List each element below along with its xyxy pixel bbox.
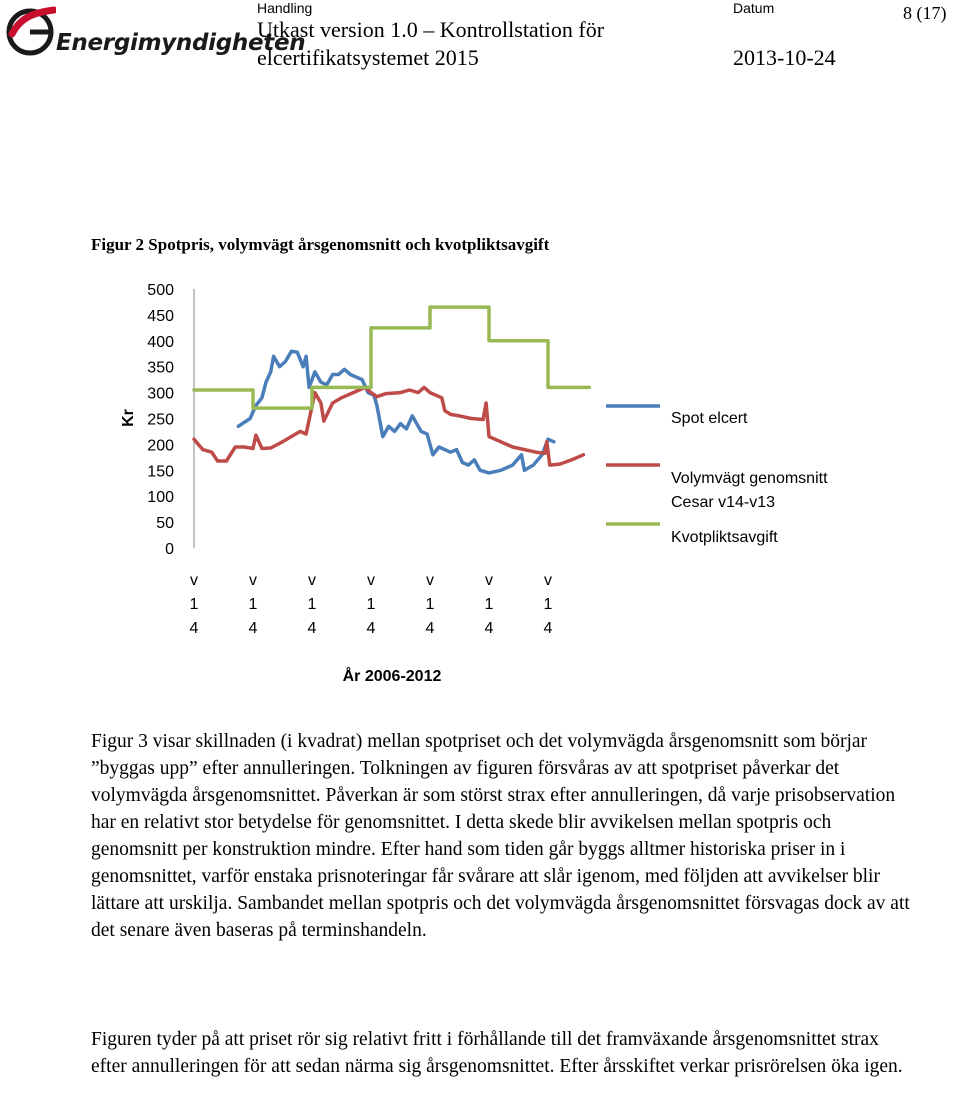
x-tick-label: 1: [189, 596, 199, 613]
x-tick-label: 4: [307, 620, 317, 637]
legend-label-avg: Cesar v14-v13: [671, 494, 776, 511]
x-tick-label: v: [544, 572, 552, 589]
series-line-spot: [238, 351, 554, 473]
x-tick-label: v: [426, 572, 434, 589]
datum-label: Datum: [733, 0, 775, 16]
x-tick-label: v: [308, 572, 316, 589]
y-tick-label: 200: [147, 437, 174, 455]
y-tick-label: 100: [147, 489, 174, 507]
legend-label-spot: Spot elcert: [671, 410, 748, 427]
x-tick-label: 4: [543, 620, 553, 637]
document-title-line1: Utkast version 1.0 – Kontrollstation för: [257, 17, 605, 42]
paragraph-text: Figur 3 visar skillnaden (i kvadrat) mellan spotpriset och det volymvägda årsgenomsnitt som börjar ”byggas upp” efter annulleringen. Tolkningen av figuren försvåras av att spotpriset påverkar det volymvägda årsgenomsnittet. Påverkan är som störst strax efter annulleringen, då varje prisobservation har en relativt stor betydelse för genomsnittet. I detta skede blir avvikelsen mellan spotpris och genomsnitt per konstruktion mindre. Efter hand som tiden går byggs alltmer historiska priser in i genomsnittet, varför enstaka prisnoteringar får svårare att slår igenom, med följden att avvikelser blir lättare att urskilja. Sambandet mellan spotpris och det volymvägda årsgenomsnittet försvagas dock av att det senare även baseras på terminshandeln.: [91, 731, 910, 941]
y-tick-label: 350: [147, 359, 174, 377]
x-axis-label: År 2006-2012: [342, 668, 442, 685]
y-axis-label: Kr: [120, 409, 137, 427]
y-tick-label: 250: [147, 411, 174, 429]
x-tick-label: 4: [248, 620, 258, 637]
legend-label-kvot: Kvotpliktsavgift: [671, 529, 778, 546]
y-tick-label: 150: [147, 463, 174, 481]
x-tick-label: 1: [307, 596, 317, 613]
x-tick-label: 4: [425, 620, 435, 637]
x-tick-label: v: [485, 572, 493, 589]
y-tick-label: 500: [147, 282, 174, 299]
x-tick-label: 4: [189, 620, 199, 637]
legend-label-avg: Volymvägt genomsnitt: [671, 470, 828, 487]
x-tick-label: 1: [366, 596, 376, 613]
y-tick-label: 450: [147, 307, 174, 325]
page-number: 8 (17): [903, 3, 947, 23]
price-chart: [0, 270, 960, 690]
x-tick-label: 4: [366, 620, 376, 637]
document-title-line2: elcertifikatsystemet 2015: [257, 45, 479, 70]
y-tick-label: 300: [147, 385, 174, 403]
x-tick-label: v: [190, 572, 198, 589]
x-tick-label: 1: [248, 596, 258, 613]
energimyndigheten-logo-icon: [4, 4, 56, 56]
y-tick-label: 400: [147, 333, 174, 351]
body-paragraph-2: [91, 1026, 911, 1080]
x-tick-label: v: [367, 572, 375, 589]
y-tick-label: 50: [156, 515, 174, 533]
handling-label: Handling: [257, 0, 313, 16]
logo-text: Energimyndigheten: [56, 30, 306, 56]
x-tick-label: 1: [543, 596, 553, 613]
x-tick-label: 1: [484, 596, 494, 613]
x-tick-label: 4: [484, 620, 494, 637]
body-paragraph-1: [91, 728, 911, 944]
x-tick-label: 1: [425, 596, 435, 613]
x-tick-label: v: [249, 572, 257, 589]
paragraph-text: Figuren tyder på att priset rör sig relativt fritt i förhållande till det framväxande årsgenomsnittet strax efter annulleringen för att sedan närma sig årsgenomsnittet. Efter årsskiftet verkar prisrörelsen öka igen.: [91, 1029, 903, 1077]
y-tick-label: 0: [165, 541, 174, 558]
header: [0, 0, 960, 80]
document-date: 2013-10-24: [733, 45, 836, 70]
figure-caption: Figur 2 Spotpris, volymvägt årsgenomsnitt och kvotpliktsavgift: [91, 235, 550, 254]
